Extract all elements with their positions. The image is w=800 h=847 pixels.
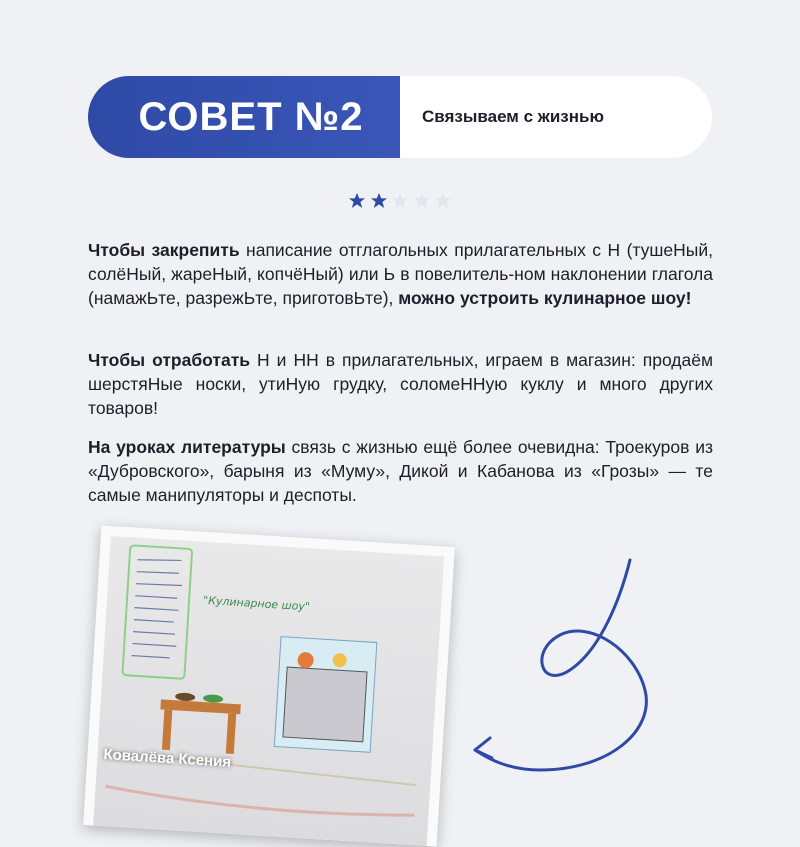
paragraph-3 [88,435,713,507]
drawing-title: "Кулинарное шоу" [202,593,311,614]
star-empty-icon [434,192,452,210]
star-empty-icon [391,192,409,210]
paragraph-2 [88,348,713,420]
paragraph-2-body: Н и НН в прилагательных, играем в магазин: продаём шерстяНые носки, утиНую грудку, соломеННую куклу и много других товаров! [88,350,714,418]
paragraph-2-lead: Чтобы отработать [88,350,251,370]
photo-caption: Ковалёва Ксения [102,746,232,771]
drawing-paper [93,536,444,846]
student-drawing-photo [83,525,455,846]
paragraph-1-tail: можно устроить кулинарное шоу! [398,288,692,308]
star-filled-icon [370,192,388,210]
star-empty-icon [413,192,431,210]
header-subtitle: Связываем с жизнью [422,107,604,126]
paragraph-1-body: написание отглагольных прилагательных с Н (тушеНый, солёНый, жареНый, копчёНый) или Ь в повелитель-ном наклонении глагола (намажЬте, разрежЬте, приготовЬте), [88,240,714,308]
paragraph-1-lead: Чтобы закрепить [88,240,240,260]
paragraph-1 [88,238,713,310]
header-title: СОВЕТ №2 [138,94,364,139]
drawing-illustration [93,536,444,846]
star-filled-icon [348,192,366,210]
rating-stars [348,188,452,214]
squiggle-arrow-decoration [450,540,750,800]
paragraph-3-body: связь с жизнью ещё более очевидна: Троекуров из «Дубровского», барыня из «Муму», Дикой и Кабанова из «Грозы» — те самые манипуляторы и деспоты. [88,437,713,505]
header-subtitle-box [400,76,712,158]
header-title-pill [88,76,400,158]
paragraph-3-lead: На уроках литературы [88,437,286,457]
